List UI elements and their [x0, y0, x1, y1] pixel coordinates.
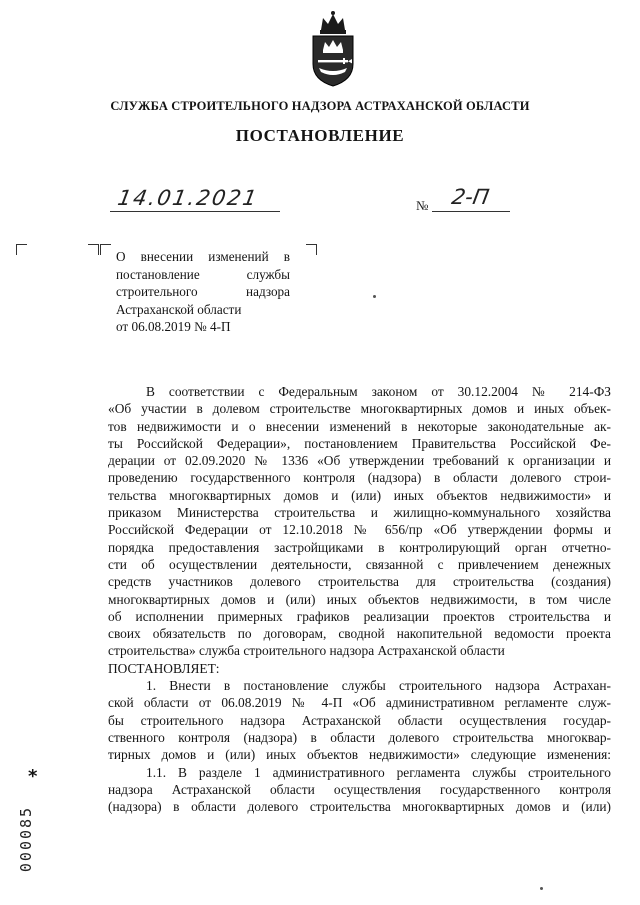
scan-speck [373, 295, 376, 298]
subject-line: Астраханской области [116, 301, 242, 317]
date-underline [110, 211, 280, 212]
subject-line: от 06.08.2019 № 4-П [116, 319, 231, 335]
body-line: В соответствии с Федеральным законом от 30.12.2004 № 214-ФЗ [146, 384, 611, 399]
body-line: бы строительного надзора Астраханской области осуществления государ- [108, 712, 611, 728]
body-line: своих обязательств по договорам, сводной накопительной ведомости проекта [108, 626, 611, 642]
number-underline [432, 211, 510, 212]
margin-asterisk: * [28, 766, 38, 787]
subject-line: строительного надзора [116, 284, 290, 300]
body-line: (надзора) в области долевого строительства многоквартирных домов и (или) [108, 799, 611, 815]
handwritten-date: 14.01.2021 [115, 186, 261, 210]
body-line: «Об участии в долевом строительстве многоквартирных домов и иных объек- [108, 401, 611, 417]
body-line: об исполнении примерных графиков реализации проектов строительства и [108, 608, 611, 624]
corner-mark-subject-right [306, 244, 317, 255]
margin-stamp-number: 000085 [17, 805, 35, 873]
body-line: 1. Внести в постановление службы строительного надзора Астрахан- [146, 678, 611, 694]
body-line: проведению государственного контроля (надзора) в области долевого строи- [108, 470, 611, 486]
body-line: строительства» служба строительного надзора Астраханской области [108, 643, 505, 659]
document-type-title: ПОСТАНОВЛЕНИЕ [235, 126, 405, 145]
margin-stamp [16, 790, 35, 900]
body-line: 1.1. В разделе 1 административного регламента службы строительного [146, 764, 611, 780]
body-line: надзора Астраханской области осуществления государственного контроля [108, 781, 611, 797]
corner-mark-subject-left-1 [88, 244, 99, 255]
handwritten-number: 2-П [449, 185, 491, 209]
document-body [108, 383, 611, 815]
subject-line: О внесении изменений в [116, 249, 290, 264]
body-line: ской области от 06.08.2019 № 4-П «Об административном регламенте служ- [108, 695, 611, 711]
corner-mark-subject-left-2 [100, 244, 111, 255]
body-line: средств участников долевого строительства для строительства (создания) [108, 574, 611, 590]
scan-speck [540, 887, 543, 890]
resolution-keyword: ПОСТАНОВЛЯЕТ: [108, 660, 220, 676]
body-line: приказом Министерства строительства и жилищно-коммунального хозяйства [108, 505, 611, 521]
number-sign: № [416, 198, 429, 213]
corner-mark-top-left [16, 244, 27, 255]
document-subject [116, 248, 290, 336]
body-line: тельства многоквартирных домов и (или) иных объектов недвижимости» и [108, 487, 611, 503]
body-line: тирных домов и (или) иных объектов недвижимости» следующие изменения: [108, 747, 611, 763]
body-line: тов недвижимости и о внесении изменений в некоторые законодательные ак- [108, 418, 611, 434]
body-line: многоквартирных домов и (или) иных объектов недвижимости, в том числе [108, 591, 611, 607]
body-line: порядка предоставления застройщиками в контролирующий орган отчетно- [108, 539, 611, 555]
organization-title: СЛУЖБА СТРОИТЕЛЬНОГО НАДЗОРА АСТРАХАНСКОЙ ОБЛАСТИ [110, 99, 530, 113]
body-line: ты Российской Федерации», постановлением Правительства Российской Фе- [108, 435, 611, 451]
body-line: Российской Федерации от 12.10.2018 № 656/пр «Об утверждении формы и [108, 522, 611, 538]
body-line: дерации от 02.09.2020 № 1336 «Об утверждении требований к организации и [108, 453, 611, 469]
subject-line: постановление службы [116, 266, 290, 282]
body-line: сти об осуществлении деятельности, связанной с привлечением денежных [108, 556, 611, 572]
body-line: ственного контроля (надзора) в области долевого строительства многоквар- [108, 729, 611, 745]
coat-of-arms-emblem [305, 10, 361, 88]
